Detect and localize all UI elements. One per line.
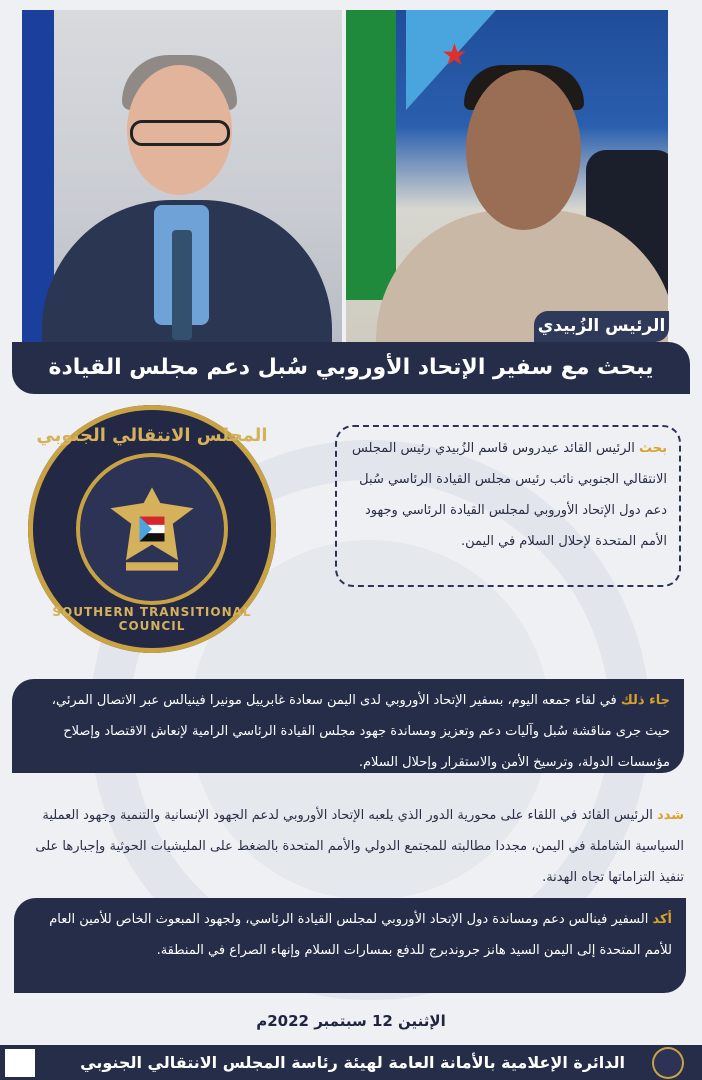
- qr-code-icon[interactable]: [5, 1049, 35, 1077]
- paragraph-lead: شدد: [657, 808, 684, 823]
- paragraph-text: الرئيس القائد في اللقاء على محورية الدور الذي يلعبه الإتحاد الأوروبي لدعم الجهود الإنسانية والتنمية وجهود العملية السياسية الشاملة في اليمن، مجددا مطالبته للمجتمع الدولي والأمم المتحدة بالضغط على المليشيات الحوثية وإجبارها على تنفيذ التزاماتها تجاه الهدنة.: [35, 808, 684, 885]
- paragraph-2: [12, 800, 696, 890]
- paragraph-1: [12, 679, 684, 773]
- intro-lead: بحث: [638, 441, 667, 456]
- page-title: يبحث مع سفير الإتحاد الأوروبي سُبل دعم مجلس القيادة: [12, 342, 690, 394]
- logo-arabic-text: المجلس الانتقالي الجنوبي: [36, 425, 268, 446]
- publish-date: الإثنين 12 سبتمبر 2022م: [256, 1012, 446, 1030]
- paragraph-lead: أكد: [652, 912, 672, 927]
- paragraph-text: في لقاء جمعه اليوم، بسفير الإتحاد الأوروبي لدى اليمن سعادة غابرييل مونيرا فينيالس عبر الاتصال المرئي، حيث جرى مناقشة سُبل وآليات دعم وتعزيز ومساندة جهود مجلس القيادة الرئاسي الرامية لإنعاش الاقتصاد وإصلاح مؤسسات الدولة، وترسيخ الأمن والاستقرار وإحلال السلام.: [51, 693, 670, 770]
- stc-logo: [28, 405, 276, 653]
- ambassador-photo: [22, 10, 342, 342]
- footer-text: الدائرة الإعلامية بالأمانة العامة لهيئة رئاسة المجلس الانتقالي الجنوبي: [80, 1053, 625, 1072]
- paragraph-text: السفير فينالس دعم ومساندة دول الإتحاد الأوروبي لمجلس القيادة الرئاسي، ولجهود المبعوث الخاص للأمين العام للأمم المتحدة إلى اليمن السيد هانز جروندبرج للدفع بمسارات السلام وإنهاء الصراع في المنطقة.: [49, 912, 672, 958]
- footer: [0, 1045, 702, 1080]
- paragraph-3: [14, 898, 686, 993]
- flag-star-icon: ★: [441, 38, 468, 73]
- intro-box: [335, 425, 681, 587]
- intro-text: الرئيس القائد عيدروس قاسم الزُبيدي رئيس المجلس الانتقالي الجنوبي نائب رئيس مجلس القيادة الرئاسي سُبل دعم دول الإتحاد الأوروبي لمجلس القيادة الرئاسي وجهود الأمم المتحدة لإحلال السلام في اليمن.: [351, 441, 667, 549]
- footer-logo-icon: [652, 1047, 684, 1079]
- paragraph-lead: جاء ذلك: [620, 693, 670, 708]
- eagle-icon: [100, 477, 204, 581]
- saudi-flag: [346, 10, 396, 300]
- logo-english-text: SOUTHERN TRANSITIONAL COUNCIL: [52, 605, 252, 633]
- name-tag: الرئيس الزُبيدي: [534, 311, 669, 342]
- logo-emblem: [80, 457, 224, 601]
- president-photo: [346, 10, 668, 342]
- meeting-photos: [22, 10, 668, 342]
